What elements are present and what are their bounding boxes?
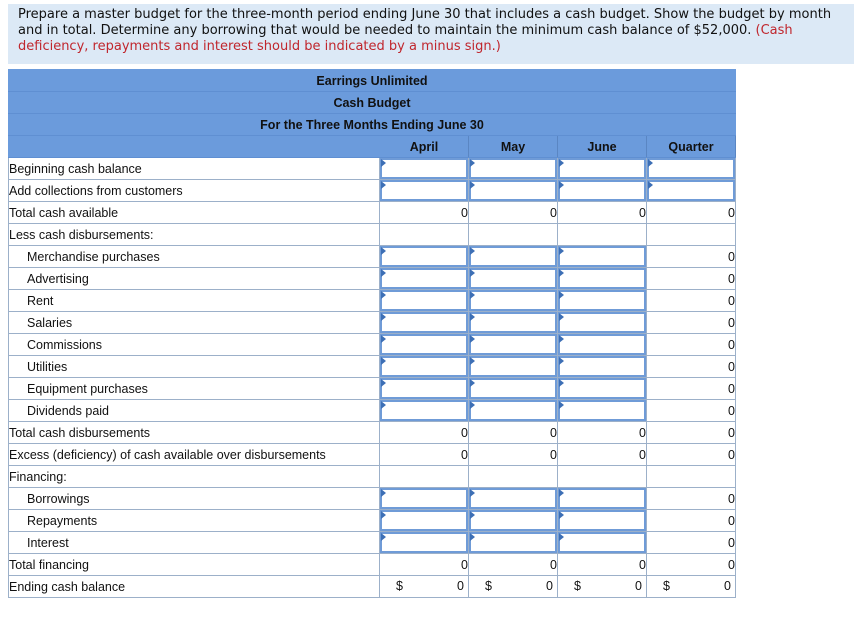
amount-input-june[interactable] [558, 378, 647, 400]
input-field[interactable] [380, 378, 468, 399]
currency-symbol: $ [485, 579, 492, 593]
row-label: Beginning cash balance [9, 158, 380, 180]
row-label: Less cash disbursements: [9, 224, 380, 246]
amount-cell-june: 0 [558, 202, 647, 224]
amount-input-june[interactable] [558, 180, 647, 202]
amount-input-june[interactable] [558, 334, 647, 356]
table-row [9, 378, 736, 400]
input-field[interactable] [558, 246, 646, 267]
table-row [9, 554, 736, 576]
cell-marker-icon [559, 159, 564, 167]
row-label: Add collections from customers [9, 180, 380, 202]
amount-cell-april [380, 576, 469, 598]
cell-marker-icon [559, 533, 564, 541]
cell-marker-icon [381, 335, 386, 343]
amount-cell-april: 0 [380, 422, 469, 444]
amount-cell-april [380, 466, 469, 488]
cell-marker-icon [381, 159, 386, 167]
amount-input-may[interactable] [469, 290, 558, 312]
amount-cell-quarter: 0 [647, 356, 736, 378]
input-field[interactable] [469, 290, 557, 311]
input-field[interactable] [469, 334, 557, 355]
cell-marker-icon [470, 379, 475, 387]
table-row [9, 466, 736, 488]
input-field[interactable] [558, 180, 646, 201]
amount-input-quarter[interactable] [647, 180, 736, 202]
amount-cell-quarter: 0 [647, 422, 736, 444]
column-header-quarter: Quarter [647, 136, 736, 158]
amount-cell-quarter [647, 466, 736, 488]
cell-marker-icon [470, 269, 475, 277]
table-row [9, 312, 736, 334]
table-row [9, 334, 736, 356]
table-row [9, 488, 736, 510]
cell-marker-icon [381, 357, 386, 365]
amount-input-april[interactable] [380, 290, 469, 312]
amount-input-may[interactable] [469, 356, 558, 378]
cell-marker-icon [559, 269, 564, 277]
input-field[interactable] [558, 400, 646, 421]
amount-cell-quarter: 0 [647, 378, 736, 400]
input-field[interactable] [469, 246, 557, 267]
amount-input-may[interactable] [469, 312, 558, 334]
amount-input-june[interactable] [558, 356, 647, 378]
amount-input-quarter[interactable] [647, 158, 736, 180]
cell-marker-icon [381, 379, 386, 387]
input-field[interactable] [469, 488, 557, 509]
amount-cell-june: 0 [558, 422, 647, 444]
currency-symbol: $ [574, 579, 581, 593]
amount-cell-may: 0 [469, 554, 558, 576]
amount-input-may[interactable] [469, 180, 558, 202]
table-row [9, 290, 736, 312]
amount-input-may[interactable] [469, 334, 558, 356]
input-field[interactable] [469, 312, 557, 333]
amount-cell-may [469, 224, 558, 246]
amount-input-april[interactable] [380, 268, 469, 290]
amount-cell-quarter: 0 [647, 202, 736, 224]
cell-marker-icon [381, 269, 386, 277]
input-field[interactable] [647, 158, 735, 179]
input-field[interactable] [558, 290, 646, 311]
amount-cell-may: 0 [469, 422, 558, 444]
cell-marker-icon [470, 401, 475, 409]
input-field[interactable] [380, 356, 468, 377]
cell-marker-icon [381, 247, 386, 255]
input-field[interactable] [558, 158, 646, 179]
cell-marker-icon [559, 401, 564, 409]
amount-input-april[interactable] [380, 180, 469, 202]
instructions-panel [8, 4, 854, 64]
amount-input-april[interactable] [380, 400, 469, 422]
amount-cell-june [558, 576, 647, 598]
amount-cell-may [469, 576, 558, 598]
cell-marker-icon [559, 247, 564, 255]
amount-input-april[interactable] [380, 532, 469, 554]
header-row-report [9, 92, 736, 114]
amount-input-june[interactable] [558, 268, 647, 290]
amount-input-may[interactable] [469, 532, 558, 554]
row-label: Dividends paid [9, 400, 380, 422]
input-field[interactable] [558, 268, 646, 289]
row-label: Total cash available [9, 202, 380, 224]
cell-marker-icon [470, 533, 475, 541]
row-label: Rent [9, 290, 380, 312]
cell-marker-icon [381, 511, 386, 519]
instructions-text: Prepare a master budget for the three-month period ending June 30 that includes a cash budget. Show the budget by month and in total. Determine any borrowing that would be needed to maintain the minimum cash balance of $52,000. [18, 7, 832, 38]
table-row [9, 224, 736, 246]
input-field[interactable] [469, 400, 557, 421]
row-label: Equipment purchases [9, 378, 380, 400]
row-label: Borrowings [9, 488, 380, 510]
table-row [9, 158, 736, 180]
amount-cell-may [469, 466, 558, 488]
amount-input-may[interactable] [469, 400, 558, 422]
table-row [9, 444, 736, 466]
amount-input-june[interactable] [558, 312, 647, 334]
input-field[interactable] [380, 532, 468, 553]
table-row [9, 510, 736, 532]
cell-marker-icon [559, 511, 564, 519]
input-field[interactable] [380, 268, 468, 289]
report-title: Cash Budget [9, 92, 736, 114]
currency-symbol: $ [396, 579, 403, 593]
amount-cell-june: 0 [558, 554, 647, 576]
amount-input-june[interactable] [558, 510, 647, 532]
amount-cell-june: 0 [558, 444, 647, 466]
header-row-period [9, 114, 736, 136]
table-row [9, 422, 736, 444]
table-row [9, 202, 736, 224]
header-row-columns [9, 136, 736, 158]
amount-cell-may: 0 [469, 444, 558, 466]
input-field[interactable] [380, 312, 468, 333]
amount-input-june[interactable] [558, 158, 647, 180]
table-row [9, 400, 736, 422]
amount-input-april[interactable] [380, 488, 469, 510]
amount-input-april[interactable] [380, 312, 469, 334]
row-label: Total cash disbursements [9, 422, 380, 444]
column-header-may: May [469, 136, 558, 158]
amount-cell-april [380, 224, 469, 246]
input-field[interactable] [380, 488, 468, 509]
row-label: Utilities [9, 356, 380, 378]
input-field[interactable] [469, 356, 557, 377]
currency-symbol: $ [663, 579, 670, 593]
header-row-company [9, 70, 736, 92]
amount-input-may[interactable] [469, 246, 558, 268]
table-row [9, 180, 736, 202]
table-row [9, 268, 736, 290]
input-field[interactable] [380, 180, 468, 201]
cell-marker-icon [470, 511, 475, 519]
amount-input-april[interactable] [380, 246, 469, 268]
amount-value: 0 [635, 579, 642, 593]
amount-input-may[interactable] [469, 268, 558, 290]
row-label: Financing: [9, 466, 380, 488]
amount-cell-quarter: 0 [647, 334, 736, 356]
amount-cell-quarter [647, 224, 736, 246]
input-field[interactable] [558, 510, 646, 531]
amount-input-may[interactable] [469, 510, 558, 532]
input-field[interactable] [469, 532, 557, 553]
input-field[interactable] [380, 334, 468, 355]
amount-cell-quarter: 0 [647, 488, 736, 510]
amount-input-april[interactable] [380, 158, 469, 180]
amount-cell-quarter [647, 576, 736, 598]
cell-marker-icon [648, 181, 653, 189]
input-field[interactable] [558, 532, 646, 553]
amount-cell-quarter: 0 [647, 290, 736, 312]
amount-cell-june [558, 466, 647, 488]
input-field[interactable] [380, 158, 468, 179]
input-field[interactable] [380, 400, 468, 421]
amount-cell-april: 0 [380, 444, 469, 466]
amount-input-june[interactable] [558, 400, 647, 422]
cell-marker-icon [559, 357, 564, 365]
input-field[interactable] [558, 312, 646, 333]
input-field[interactable] [380, 246, 468, 267]
cell-marker-icon [559, 489, 564, 497]
amount-input-april[interactable] [380, 334, 469, 356]
amount-cell-quarter: 0 [647, 444, 736, 466]
amount-input-april[interactable] [380, 378, 469, 400]
input-field[interactable] [469, 378, 557, 399]
cell-marker-icon [470, 335, 475, 343]
amount-cell-quarter: 0 [647, 312, 736, 334]
cell-marker-icon [381, 533, 386, 541]
amount-input-may[interactable] [469, 488, 558, 510]
cell-marker-icon [648, 159, 653, 167]
row-label: Salaries [9, 312, 380, 334]
cell-marker-icon [470, 159, 475, 167]
table-row [9, 356, 736, 378]
cell-marker-icon [470, 489, 475, 497]
instructions-note: (Cash deficiency, repayments and interest should be indicated by a minus sign.) [18, 23, 793, 54]
input-field[interactable] [647, 180, 735, 201]
cell-marker-icon [470, 313, 475, 321]
row-label: Total financing [9, 554, 380, 576]
row-label: Interest [9, 532, 380, 554]
input-field[interactable] [558, 356, 646, 377]
input-field[interactable] [558, 488, 646, 509]
table-row [9, 576, 736, 598]
amount-cell-june [558, 224, 647, 246]
amount-value: 0 [724, 579, 731, 593]
row-label: Repayments [9, 510, 380, 532]
input-field[interactable] [380, 290, 468, 311]
input-field[interactable] [380, 510, 468, 531]
amount-cell-quarter: 0 [647, 400, 736, 422]
cell-marker-icon [381, 313, 386, 321]
cell-marker-icon [559, 313, 564, 321]
cash-budget-table [8, 69, 736, 598]
amount-input-june[interactable] [558, 290, 647, 312]
amount-cell-quarter: 0 [647, 268, 736, 290]
table-row [9, 246, 736, 268]
amount-input-june[interactable] [558, 246, 647, 268]
input-field[interactable] [558, 378, 646, 399]
cell-marker-icon [381, 291, 386, 299]
header-blank-cell [9, 136, 380, 158]
amount-input-may[interactable] [469, 158, 558, 180]
amount-cell-quarter: 0 [647, 510, 736, 532]
table-row [9, 532, 736, 554]
input-field[interactable] [469, 180, 557, 201]
cell-marker-icon [381, 181, 386, 189]
amount-input-june[interactable] [558, 532, 647, 554]
cell-marker-icon [470, 357, 475, 365]
cell-marker-icon [381, 489, 386, 497]
company-name: Earrings Unlimited [9, 70, 736, 92]
amount-cell-quarter: 0 [647, 532, 736, 554]
input-field[interactable] [558, 334, 646, 355]
row-label: Advertising [9, 268, 380, 290]
row-label: Commissions [9, 334, 380, 356]
amount-input-may[interactable] [469, 378, 558, 400]
row-label: Excess (deficiency) of cash available over disbursements [9, 444, 380, 466]
input-field[interactable] [469, 158, 557, 179]
amount-value: 0 [457, 579, 464, 593]
cell-marker-icon [470, 291, 475, 299]
column-header-june: June [558, 136, 647, 158]
amount-input-april[interactable] [380, 510, 469, 532]
amount-cell-april: 0 [380, 202, 469, 224]
cell-marker-icon [559, 335, 564, 343]
cell-marker-icon [381, 401, 386, 409]
amount-input-june[interactable] [558, 488, 647, 510]
input-field[interactable] [469, 268, 557, 289]
amount-cell-quarter: 0 [647, 554, 736, 576]
row-label: Merchandise purchases [9, 246, 380, 268]
input-field[interactable] [469, 510, 557, 531]
amount-cell-quarter: 0 [647, 246, 736, 268]
cell-marker-icon [559, 291, 564, 299]
amount-input-april[interactable] [380, 356, 469, 378]
column-header-april: April [380, 136, 469, 158]
amount-value: 0 [546, 579, 553, 593]
amount-cell-may: 0 [469, 202, 558, 224]
cell-marker-icon [559, 379, 564, 387]
cell-marker-icon [470, 181, 475, 189]
report-period: For the Three Months Ending June 30 [9, 114, 736, 136]
row-label: Ending cash balance [9, 576, 380, 598]
cell-marker-icon [559, 181, 564, 189]
cell-marker-icon [470, 247, 475, 255]
amount-cell-april: 0 [380, 554, 469, 576]
